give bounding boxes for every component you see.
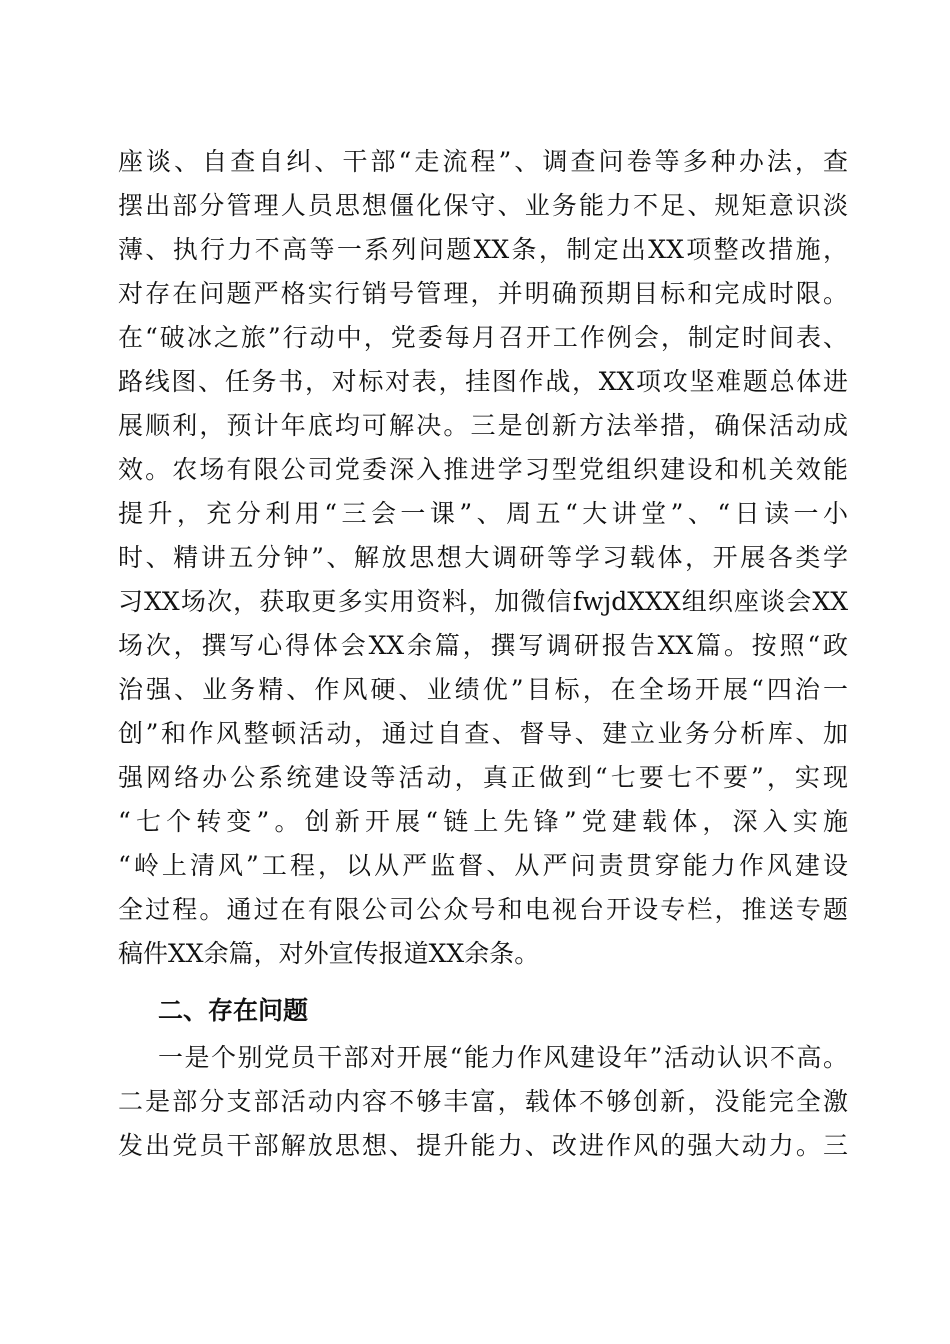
body-text-line: 提升，充分利用“三会一课”、周五“大讲堂”、“日读一小 bbox=[118, 499, 848, 528]
body-text-line: 效。农场有限公司党委深入推进学习型党组织建设和机关效能 bbox=[118, 455, 848, 484]
body-text-line: 全过程。通过在有限公司公众号和电视台开设专栏，推送专题 bbox=[118, 895, 848, 924]
body-text-line: 习XX场次，获取更多实用资料，加微信fwjdXXX组织座谈会XX bbox=[118, 587, 848, 616]
body-text-line: 路线图、任务书，对标对表，挂图作战，XX项攻坚难题总体进 bbox=[118, 367, 848, 396]
body-text-line: 座谈、自查自纠、干部“走流程”、调查问卷等多种办法，查 bbox=[118, 147, 848, 176]
body-text-line: 时、精讲五分钟”、解放思想大调研等学习载体，开展各类学 bbox=[118, 543, 848, 572]
body-text-line: 对存在问题严格实行销号管理，并明确预期目标和完成时限。 bbox=[118, 279, 848, 308]
body-text-line: 稿件XX余篇，对外宣传报道XX余条。 bbox=[118, 939, 540, 968]
body-text-line: 发出党员干部解放思想、提升能力、改进作风的强大动力。三 bbox=[118, 1131, 848, 1160]
body-text-line: “岭上清风”工程，以从严监督、从严问责贯穿能力作风建设 bbox=[118, 851, 848, 880]
section-heading: 二、存在问题 bbox=[158, 996, 309, 1025]
body-text-line: 强网络办公系统建设等活动，真正做到“七要七不要”，实现 bbox=[118, 763, 848, 792]
body-text-line: 摆出部分管理人员思想僵化保守、业务能力不足、规矩意识淡 bbox=[118, 191, 848, 220]
body-text-line: 场次，撰写心得体会XX余篇，撰写调研报告XX篇。按照“政 bbox=[118, 631, 848, 660]
body-text-line: 创”和作风整顿活动，通过自查、督导、建立业务分析库、加 bbox=[118, 719, 848, 748]
body-text-line: 展顺利，预计年底均可解决。三是创新方法举措，确保活动成 bbox=[118, 411, 848, 440]
body-text-line: “七个转变”。创新开展“链上先锋”党建载体，深入实施 bbox=[118, 807, 848, 836]
body-text-line: 薄、执行力不高等一系列问题XX条，制定出XX项整改措施， bbox=[118, 235, 848, 264]
body-text-line: 一是个别党员干部对开展“能力作风建设年”活动认识不高。 bbox=[158, 1043, 848, 1072]
body-text-line: 二是部分支部活动内容不够丰富，载体不够创新，没能完全激 bbox=[118, 1087, 848, 1116]
body-text-line: 治强、业务精、作风硬、业绩优”目标，在全场开展“四治一 bbox=[118, 675, 848, 704]
body-text-line: 在“破冰之旅”行动中，党委每月召开工作例会，制定时间表、 bbox=[118, 323, 848, 352]
